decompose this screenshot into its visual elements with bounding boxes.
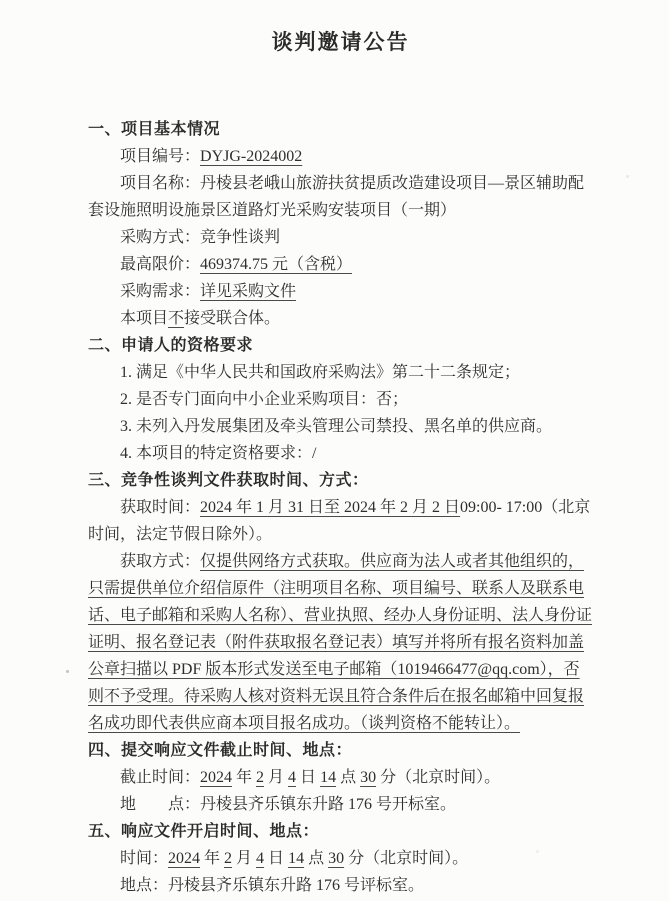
acquisition-time-label: 获取时间： [120, 499, 201, 516]
deadline-year: 2024 [200, 769, 233, 786]
qualification-item-4: 4. 本项目的特定资格要求：/ [120, 445, 317, 462]
opening-place-row [88, 872, 593, 899]
deadline-month: 2 [256, 769, 265, 786]
demand-value: 详见采购文件 [200, 283, 297, 300]
acquisition-time-range: 2024 年 1 月 31 日至 2024 年 2 月 2 日 [200, 499, 461, 516]
page-title: 谈判邀请公告 [271, 30, 410, 54]
project-name-value: 丹棱县老峨山旅游扶贫提质改造建设项目—景区辅助配套设施照明设施景区道路灯光采购安装项目（一期） [88, 175, 585, 219]
opening-minute: 30 [328, 850, 345, 867]
submission-place-row [88, 791, 593, 818]
qualification-item-2: 2. 是否专门面向中小企业采购项目：否； [120, 391, 409, 408]
deadline-month-unit: 月 [264, 769, 289, 786]
opening-place-label: 地点： [120, 877, 169, 894]
qualification-item-3: 3. 未列入丹发展集团及牵头管理公司禁投、黑名单的供应商。 [120, 418, 553, 435]
opening-year-unit: 年 [200, 850, 225, 867]
opening-hour-unit: 点 [304, 850, 329, 867]
max-price-value: 469374.75 元（含税） [200, 256, 353, 273]
submission-place-value: 丹棱县齐乐镇东升路 176 号开标室。 [200, 796, 457, 813]
procurement-method-row [88, 224, 593, 251]
section-3-heading: 三、竞争性谈判文件获取时间、方式： [88, 472, 369, 489]
acquisition-time-row [88, 494, 593, 548]
opening-day-unit: 日 [264, 850, 289, 867]
section-4-heading: 四、提交响应文件截止时间、地点： [88, 742, 353, 759]
acquisition-method-text: 仅提供网络方式获取。供应商为法人或者其他组织的，只需提供单位介绍信原件（注明项目名称、项目编号、联系人及联系电话、电子邮箱和采购人名称）、营业执照、经办人身份证明、法人身份证证明、报名登记表（附件获取报名登记表）填写并将所有报名资料加盖公章扫描以 PDF 版本形式发送至电子邮箱（1019466477@qq.com），否则不予受理。待采购人核对资料无误且符合条件后在报名邮箱中回复报名成功即代表供应商本项目报名成功。（谈判资格不能转让）。 [88, 553, 593, 732]
acquisition-time-rest: 09:00- 17:00（北京时间，法定节假日除外）。 [88, 499, 591, 543]
opening-suffix: 分（北京时间）。 [344, 850, 469, 867]
project-number-label: 项目编号： [120, 148, 201, 165]
section-document-acquisition [88, 467, 593, 737]
opening-hour: 14 [288, 850, 305, 867]
section-submission-deadline [88, 737, 593, 818]
opening-place-value: 丹棱县齐乐镇东升路 176 号评标室。 [168, 877, 425, 894]
section-2-heading: 二、申请人的资格要求 [88, 337, 254, 354]
max-price-label: 最高限价： [120, 256, 201, 273]
consortium-text-pre: 本项目 [120, 310, 169, 327]
deadline-label: 截止时间： [120, 769, 201, 786]
opening-year: 2024 [168, 850, 201, 867]
demand-label: 采购需求： [120, 283, 201, 300]
opening-month: 2 [224, 850, 233, 867]
deadline-year-unit: 年 [232, 769, 257, 786]
section-project-basics [88, 116, 593, 332]
opening-month-unit: 月 [232, 850, 257, 867]
acquisition-method-label: 获取方式： [120, 553, 201, 570]
procurement-method-value: 竞争性谈判 [200, 229, 281, 246]
section-opening [88, 818, 593, 899]
deadline-suffix: 分（北京时间）。 [376, 769, 501, 786]
deadline-row [88, 764, 593, 791]
submission-place-label: 地 点： [120, 796, 201, 813]
acquisition-method-row [88, 548, 593, 737]
section-1-heading: 一、项目基本情况 [88, 121, 221, 138]
project-name-row [88, 170, 593, 224]
project-number-row [88, 143, 593, 170]
opening-day: 4 [256, 850, 265, 867]
qualification-item-1: 1. 满足《中华人民共和国政府采购法》第二十二条规定； [120, 364, 521, 381]
section-applicant-qualifications [88, 332, 593, 467]
consortium-text-underlined: 不 [168, 310, 185, 327]
max-price-row [88, 251, 593, 278]
consortium-text-post: 接受联合体。 [184, 310, 281, 327]
opening-time-label: 时间： [120, 850, 169, 867]
deadline-hour: 14 [320, 769, 337, 786]
consortium-row [88, 305, 593, 332]
project-number-value: DYJG-2024002 [200, 148, 303, 165]
opening-time-row [88, 845, 593, 872]
demand-row [88, 278, 593, 305]
deadline-minute: 30 [360, 769, 377, 786]
section-5-heading: 五、响应文件开启时间、地点： [88, 823, 320, 840]
deadline-day-unit: 日 [296, 769, 321, 786]
deadline-day: 4 [288, 769, 297, 786]
project-name-label: 项目名称： [120, 175, 201, 192]
deadline-hour-unit: 点 [336, 769, 361, 786]
procurement-method-label: 采购方式： [120, 229, 201, 246]
